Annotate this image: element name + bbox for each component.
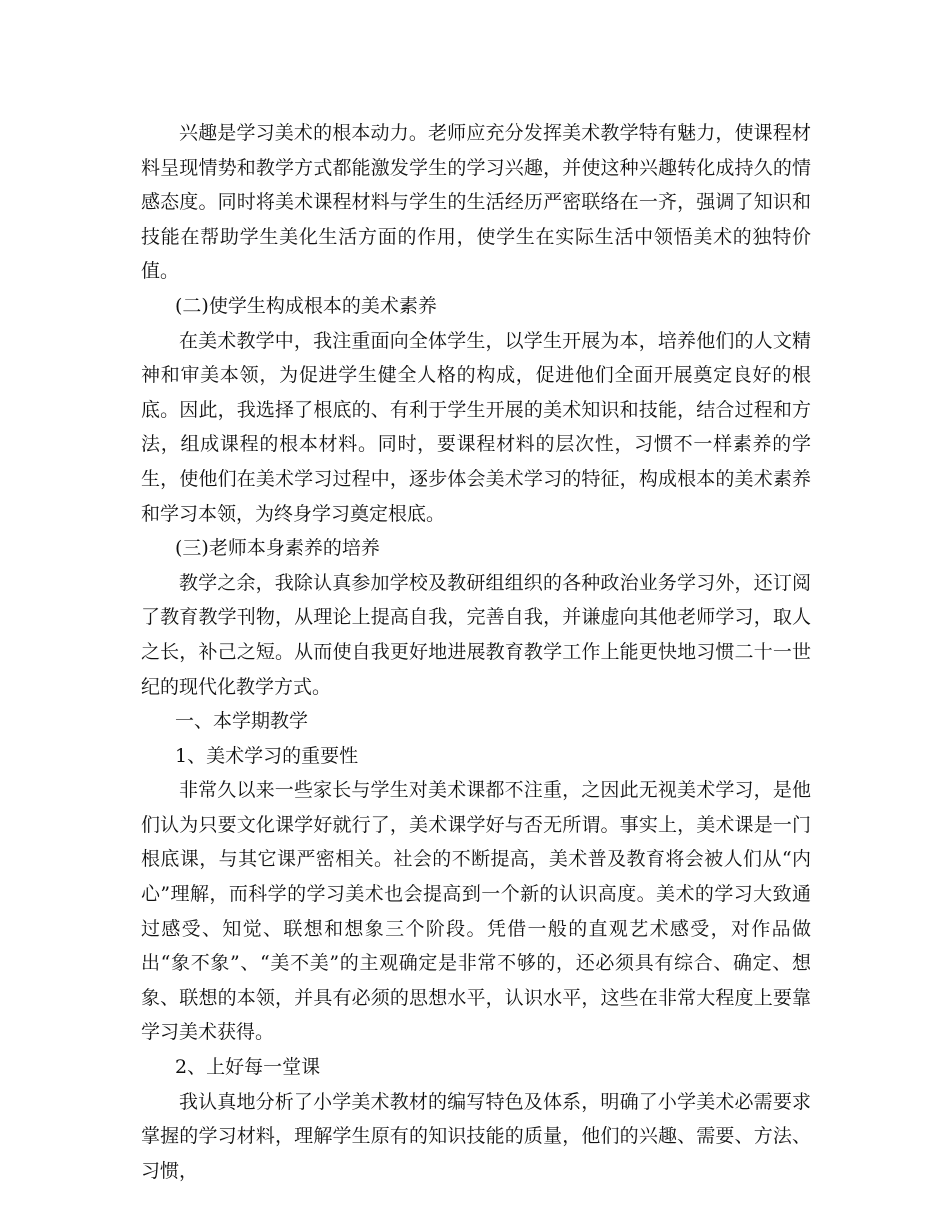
heading-every-lesson: 2、上好每一堂课 [175, 1056, 321, 1079]
heading-semester-teaching: 一、本学期教学 [175, 710, 309, 733]
heading-aesthetic-literacy: (二)使学生构成根本的美术素养 [175, 294, 437, 317]
paragraph-self-study: 教学之余，我除认真参加学校及教研组组织的各种政治业务学习外，还订阅了教育教学刊物，从理论上提高自我，完善自我，并谦虚向其他老师学习，取人之长，补己之短。从而使自我更好地进展教育教学工作上能更快地习惯二十一世纪的现代化教学方式。 [141, 571, 811, 698]
paragraph-importance: 非常久以来一些家长与学生对美术课都不注重，之因此无视美术学习，是他们认为只要文化课学好就行了，美术课学好与否无所谓。事实上，美术课是一门根底课，与其它课严密相关。社会的不断提高，美术普及教育将会被人们从“内心”理解，而科学的学习美术也会提高到一个新的认识高度。美术的学习大致通过感受、知觉、联想和想象三个阶段。凭借一般的直观艺术感受，对作品做出“象不象”、“美不美”的主观确定是非常不够的，还必须具有综合、确定、想象、联想的本领，并具有必须的思想水平，认识水平，这些在非常大程度上要靠学习美术获得。 [141, 779, 811, 1044]
heading-importance: 1、美术学习的重要性 [175, 744, 359, 767]
paragraph-curriculum-analysis: 我认真地分析了小学美术教材的编写特色及体系，明确了小学美术必需要求掌握的学习材料，理解学生原有的知识技能的质量，他们的兴趣、需要、方法、习惯， [141, 1090, 811, 1182]
document-page [141, 116, 811, 1188]
paragraph-interest: 兴趣是学习美术的根本动力。老师应充分发挥美术教学特有魅力，使课程材料呈现情势和教学方式都能激发学生的学习兴趣，并使这种兴趣转化成持久的情感态度。同时将美术课程材料与学生的生活经历严密联络在一齐，强调了知识和技能在帮助学生美化生活方面的作用，使学生在实际生活中领悟美术的独特价值。 [141, 122, 811, 283]
heading-teacher-development: (三)老师本身素养的培养 [175, 537, 380, 560]
paragraph-teaching-focus: 在美术教学中，我注重面向全体学生，以学生开展为本，培养他们的人文精神和审美本领，为促进学生健全人格的构成，促进他们全面开展奠定良好的根底。因此，我选择了根底的、有利于学生开展的美术知识和技能，结合过程和方法，组成课程的根本材料。同时，要课程材料的层次性，习惯不一样素养的学生，使他们在美术学习过程中，逐步体会美术学习的特征，构成根本的美术素养和学习本领，为终身学习奠定根底。 [141, 329, 811, 525]
